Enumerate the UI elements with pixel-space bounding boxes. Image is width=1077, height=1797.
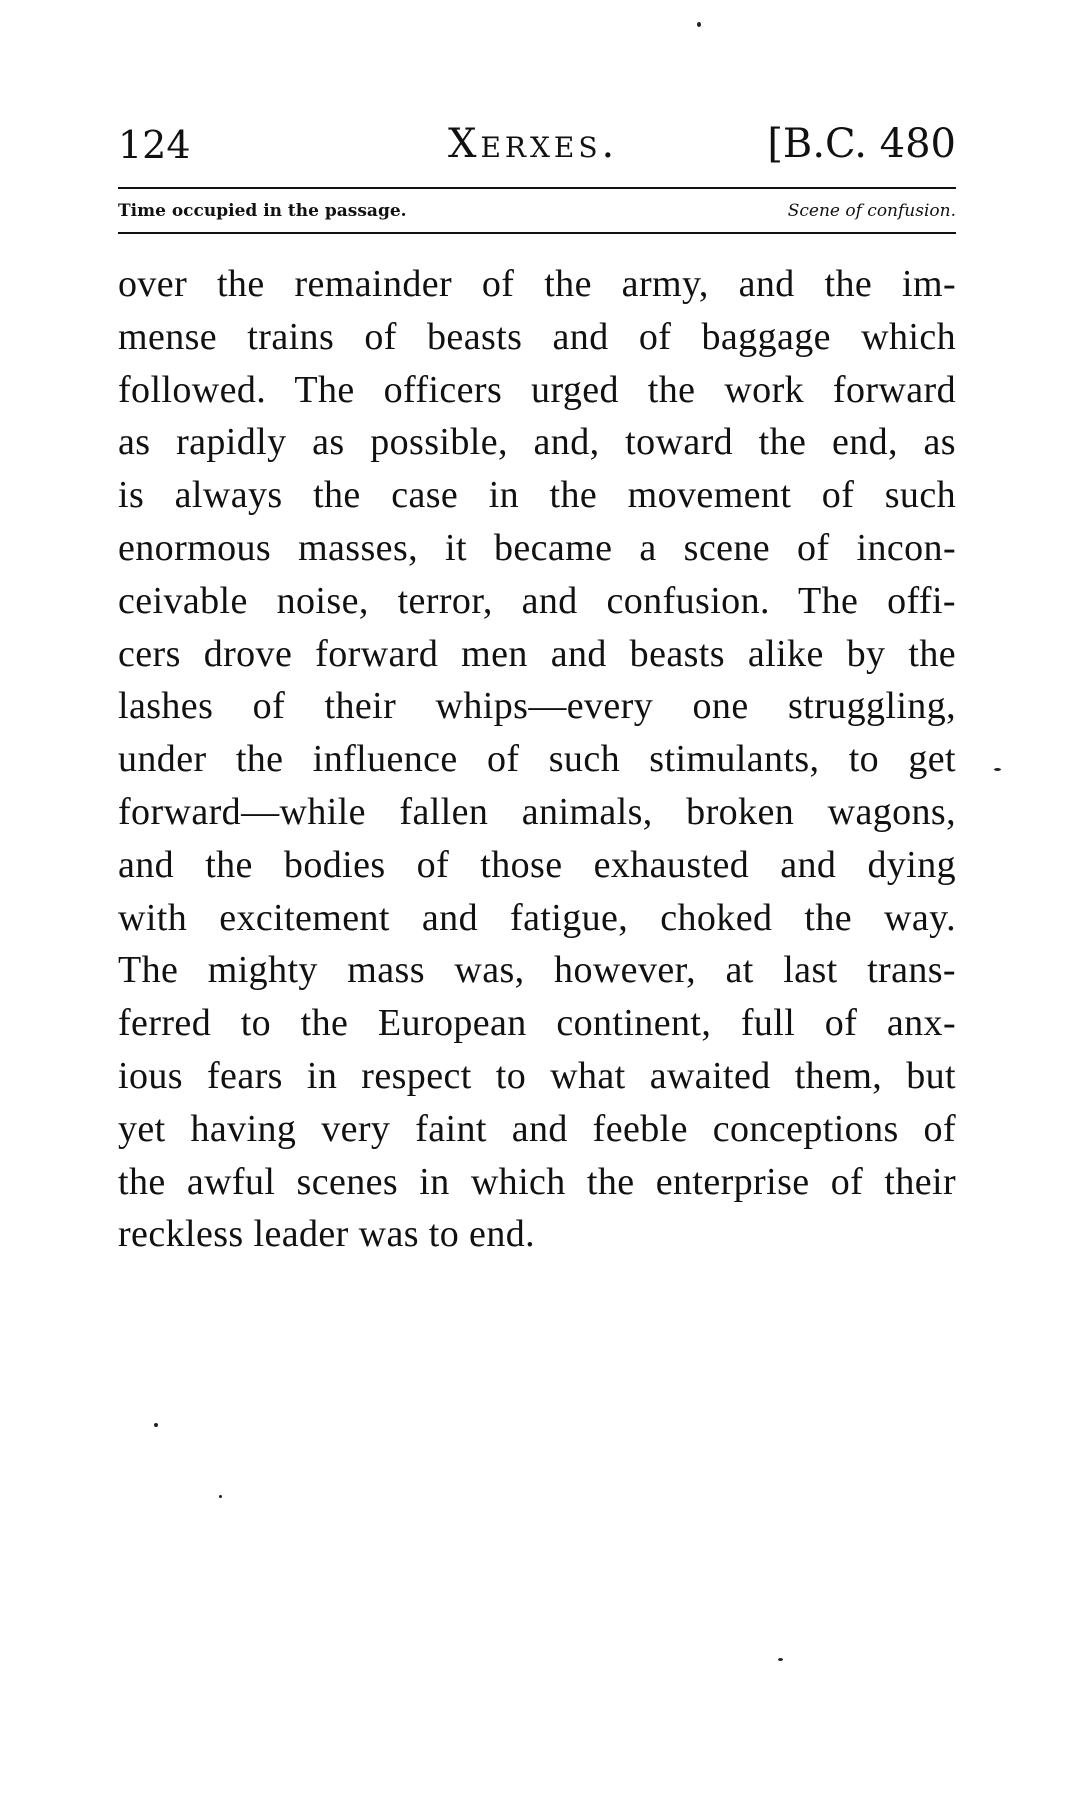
text-line: the awful scenes in which the enterprise of their xyxy=(118,1160,956,1203)
text-line: followed. The officers urged the work forward xyxy=(118,368,956,411)
date-label: [B.C. 480 xyxy=(767,121,956,167)
scan-speck xyxy=(219,1495,222,1498)
scan-speck xyxy=(994,768,1001,771)
body-text xyxy=(118,258,956,1261)
text-line: cers drove forward men and beasts alike by the xyxy=(118,632,956,675)
text-line: and the bodies of those exhausted and dying xyxy=(118,843,956,886)
text-line: with excitement and fatigue, choked the way. xyxy=(118,896,956,939)
text-line: mense trains of beasts and of baggage which xyxy=(118,315,956,358)
text-line: enormous masses, it became a scene of incon- xyxy=(118,526,956,569)
text-line: ferred to the European continent, full of anx- xyxy=(118,1002,956,1045)
side-notes xyxy=(118,198,956,228)
text-line: ceivable noise, terror, and confusion. The offi- xyxy=(118,579,956,622)
text-line: ious fears in respect to what awaited them, but xyxy=(118,1054,956,1097)
text-line: under the influence of such stimulants, to get xyxy=(118,738,956,781)
text-line: lashes of their whips—every one struggling, xyxy=(118,685,956,728)
header-rule-top xyxy=(118,187,956,189)
side-note-right: Scene of confusion. xyxy=(787,201,956,221)
scan-speck xyxy=(154,1423,158,1427)
text-line: forward—while fallen animals, broken wagons, xyxy=(118,790,956,833)
scan-speck xyxy=(697,22,701,27)
running-title: Xerxes. xyxy=(448,121,619,167)
scan-speck xyxy=(778,1658,783,1661)
text-line: yet having very faint and feeble conceptions of xyxy=(118,1107,956,1150)
header-rule-bottom xyxy=(118,232,956,234)
running-head xyxy=(118,118,956,178)
text-line: is always the case in the movement of such xyxy=(118,474,956,517)
page-number: 124 xyxy=(118,123,191,167)
text-line: over the remainder of the army, and the im- xyxy=(118,263,956,305)
text-line: The mighty mass was, however, at last trans- xyxy=(118,949,956,992)
text-line: reckless leader was to end. xyxy=(118,1213,536,1256)
side-note-left: Time occupied in the passage. xyxy=(118,201,407,221)
text-line: as rapidly as possible, and, toward the end, as xyxy=(118,421,956,464)
